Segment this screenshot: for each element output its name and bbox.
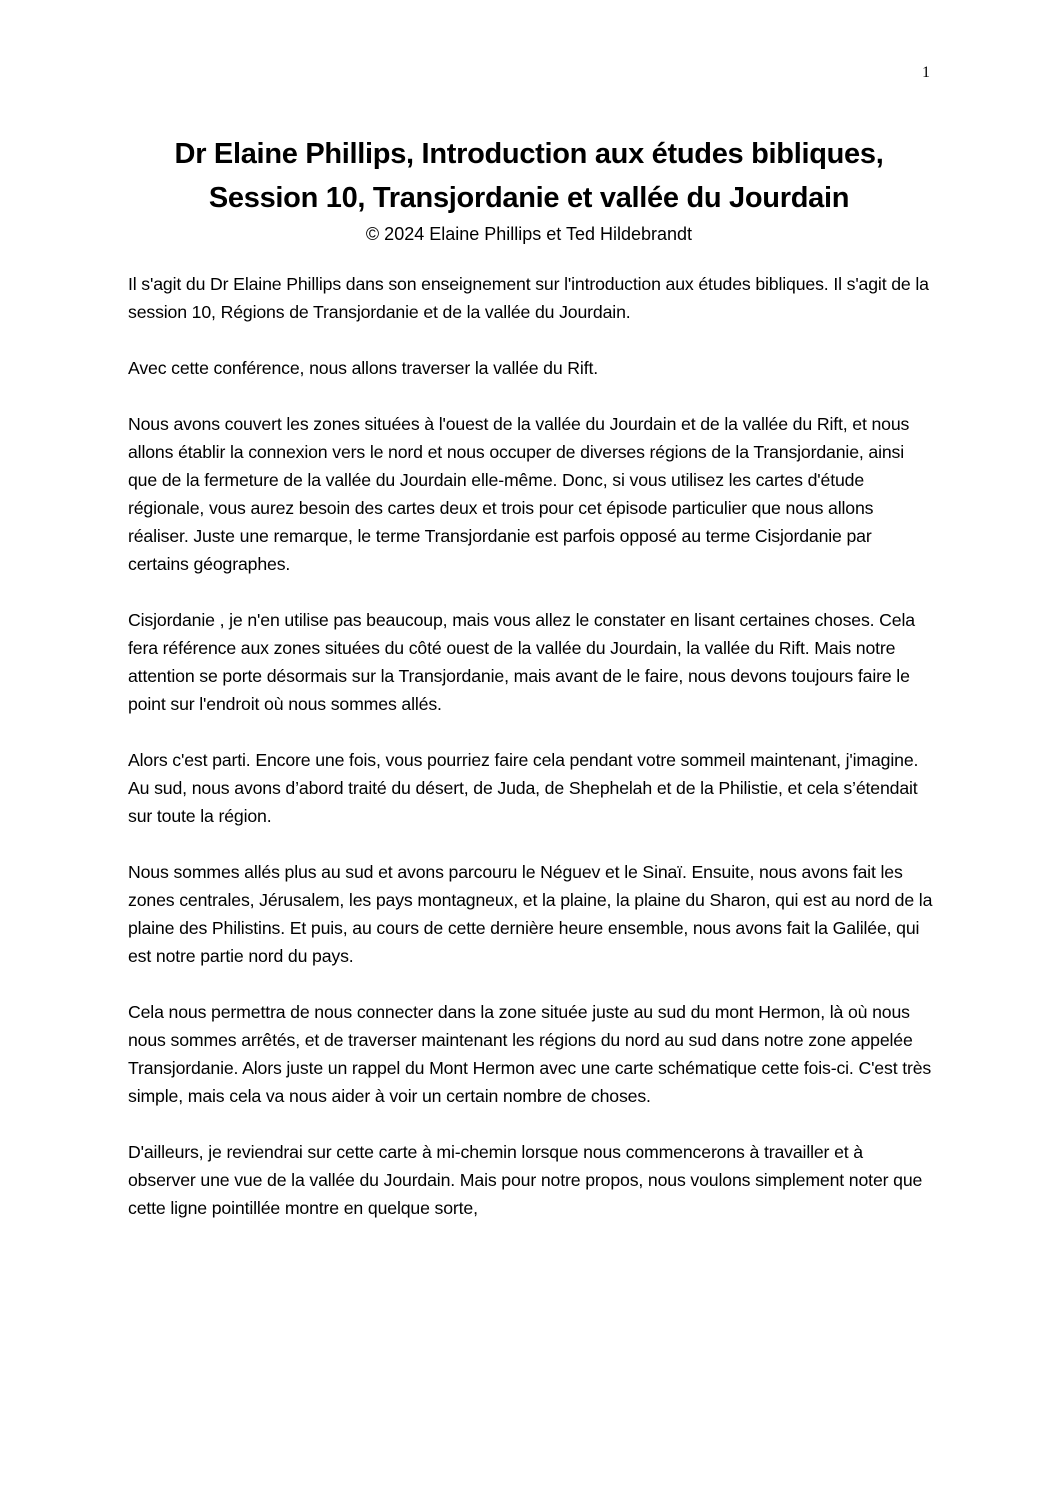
document-body <box>128 270 933 1250</box>
paragraph: Alors c'est parti. Encore une fois, vous pourriez faire cela pendant votre sommeil maintenant, j'imagine. Au sud, nous avons d’abord traité du désert, de Juda, de Shephelah et de la Philistie, et cela s’étendait sur toute la région. <box>128 750 919 826</box>
paragraph: Cisjordanie , je n'en utilise pas beaucoup, mais vous allez le constater en lisant certaines choses. Cela fera référence aux zones situées du côté ouest de la vallée du Jourdain, la vallée du Rift. Mais notre attention se porte désormais sur la Transjordanie, mais avant de le faire, nous devons toujours faire le point sur l'endroit où nous sommes allés. <box>128 610 915 714</box>
copyright-notice: © 2024 Elaine Phillips et Ted Hildebrandt <box>365 224 693 244</box>
document-title-line-1: Dr Elaine Phillips, Introduction aux études bibliques, <box>174 138 884 170</box>
paragraph: D'ailleurs, je reviendrai sur cette carte à mi-chemin lorsque nous commencerons à travailler et à observer une vue de la vallée du Jourdain. Mais pour notre propos, nous voulons simplement noter que cette ligne pointillée montre en quelque sorte, <box>128 1142 923 1218</box>
page-number: 1 <box>922 64 930 81</box>
paragraph: Nous avons couvert les zones situées à l'ouest de la vallée du Jourdain et de la vallée du Rift, et nous allons établir la connexion vers le nord et nous occuper de diverses régions de la Transjordanie, ainsi que de la fermeture de la vallée du Jourdain elle-même. Donc, si vous utilisez les cartes d'étude régionale, vous aurez besoin des cartes deux et trois pour cet épisode particulier que nous allons réaliser. Juste une remarque, le terme Transjordanie est parfois opposé au terme Cisjordanie par certains géographes. <box>128 414 910 574</box>
document-header <box>60 132 998 248</box>
paragraph: Avec cette conférence, nous allons traverser la vallée du Rift. <box>128 358 599 378</box>
document-title-line-2: Session 10, Transjordanie et vallée du Jourdain <box>208 182 850 214</box>
paragraph: Nous sommes allés plus au sud et avons parcouru le Néguev et le Sinaï. Ensuite, nous avons fait les zones centrales, Jérusalem, les pays montagneux, et la plaine, la plaine du Sharon, qui est au nord de la plaine des Philistins. Et puis, au cours de cette dernière heure ensemble, nous avons fait la Galilée, qui est notre partie nord du pays. <box>128 862 933 966</box>
paragraph: Cela nous permettra de nous connecter dans la zone située juste au sud du mont Hermon, là où nous nous sommes arrêtés, et de traverser maintenant les régions du nord au sud dans notre zone appelée Transjordanie. Alors juste un rappel du Mont Hermon avec une carte schématique cette fois-ci. C'est très simple, mais cela va nous aider à voir un certain nombre de choses. <box>128 1002 932 1106</box>
paragraph: Il s'agit du Dr Elaine Phillips dans son enseignement sur l'introduction aux études bibliques. Il s'agit de la session 10, Régions de Transjordanie et de la vallée du Jourdain. <box>128 274 929 322</box>
